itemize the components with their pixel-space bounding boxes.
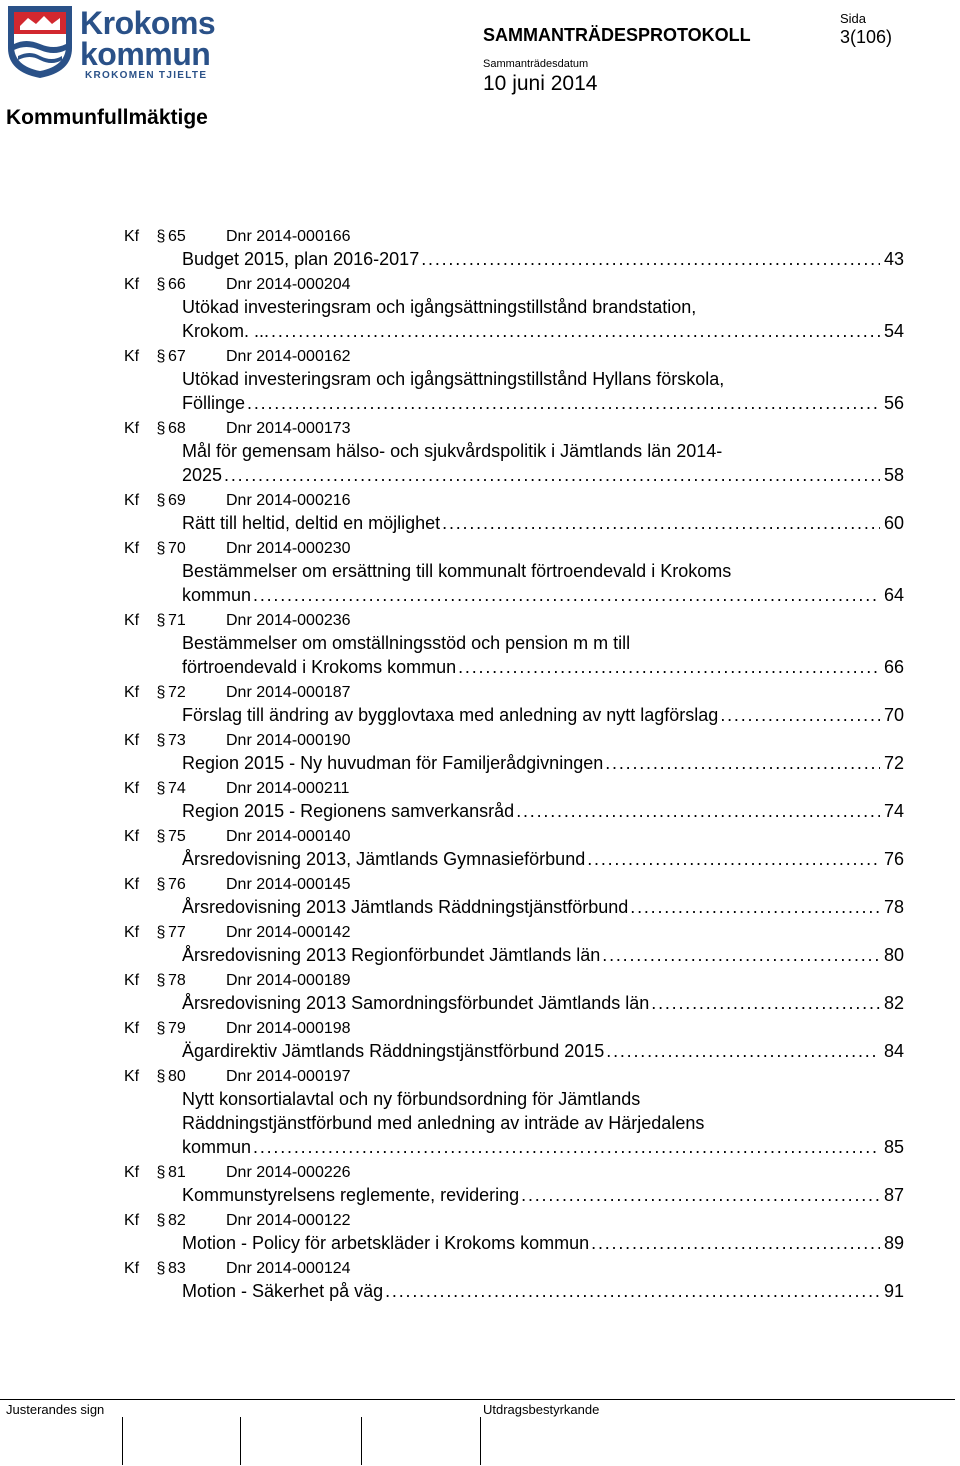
diary-number: Dnr 2014-000189: [226, 972, 351, 989]
title-last-line: [182, 895, 904, 919]
title-text: förtroendevald i Krokoms kommun: [182, 657, 457, 677]
page-ref: 89: [883, 1233, 904, 1253]
kf-label: Kf: [124, 876, 140, 893]
toc-entry-title: [182, 1183, 904, 1207]
toc-entry-reference: [124, 611, 904, 631]
section-number: 83: [168, 1260, 186, 1277]
title-line: Utökad investeringsram och igångsättningstillstånd brandstation,: [182, 297, 697, 317]
toc-entry[interactable]: [124, 779, 904, 823]
title-last-line: [182, 751, 904, 775]
signature-footer: [0, 1399, 960, 1466]
title-text: Budget 2015, plan 2016-2017: [182, 249, 420, 269]
diary-number: Dnr 2014-000230: [226, 540, 351, 557]
title-last-line: [182, 943, 904, 967]
diary-number: Dnr 2014-000190: [226, 732, 351, 749]
section-sign: §: [156, 492, 166, 509]
section-number: 75: [168, 828, 186, 845]
page-ref: 76: [883, 849, 904, 869]
kf-label: Kf: [124, 972, 140, 989]
title-last-line: [182, 655, 904, 679]
section-sign: §: [156, 1260, 166, 1277]
section-number: 72: [168, 684, 186, 701]
section-sign: §: [156, 1164, 166, 1181]
kf-label: Kf: [124, 276, 140, 293]
title-last-line: [182, 583, 904, 607]
council-name: Kommunfullmäktige: [6, 106, 208, 129]
title-text: kommun: [182, 585, 252, 605]
initials-label: Justerandes sign: [6, 1402, 105, 1417]
title-text: Årsredovisning 2013 Regionförbundet Jämtlands län: [182, 945, 601, 965]
kf-label: Kf: [124, 348, 140, 365]
section-number: 77: [168, 924, 186, 941]
page-ref: 60: [883, 513, 904, 533]
toc-entry-reference: [124, 923, 904, 943]
title-line: Bestämmelser om omställningsstöd och pension m m till: [182, 633, 631, 653]
kf-label: Kf: [124, 780, 140, 797]
title-text: Förslag till ändring av bygglovtaxa med anledning av nytt lagförslag: [182, 705, 719, 725]
meeting-date-label: Sammanträdesdatum: [483, 58, 589, 70]
diary-number: Dnr 2014-000140: [226, 828, 351, 845]
section-sign: §: [156, 228, 166, 245]
title-text: Kommunstyrelsens reglemente, revidering: [182, 1185, 520, 1205]
title-last-line: [182, 319, 904, 343]
page-ref: 82: [883, 993, 904, 1013]
toc-entry-reference: [124, 491, 904, 511]
page-ref: 87: [883, 1185, 904, 1205]
toc-entry-reference: [124, 227, 904, 247]
diary-number: Dnr 2014-000236: [226, 612, 351, 629]
section-number: 82: [168, 1212, 186, 1229]
toc-entry[interactable]: [124, 347, 904, 415]
section-sign: §: [156, 780, 166, 797]
section-number: 76: [168, 876, 186, 893]
dot-leader: [720, 703, 880, 727]
title-text: Region 2015 - Ny huvudman för Familjerådgivningen: [182, 753, 604, 773]
diary-number: Dnr 2014-000142: [226, 924, 351, 941]
page-ref: 78: [883, 897, 904, 917]
page-ref: 72: [883, 753, 904, 773]
toc-entry-reference: [124, 971, 904, 991]
kf-label: Kf: [124, 828, 140, 845]
kf-label: Kf: [124, 684, 140, 701]
toc-entry-reference: [124, 539, 904, 559]
toc-entry[interactable]: [124, 227, 904, 271]
page-ref: 85: [883, 1137, 904, 1157]
title-text: Årsredovisning 2013, Jämtlands Gymnasieförbund: [182, 849, 586, 869]
document-type: SAMMANTRÄDESPROTOKOLL: [483, 25, 751, 45]
diary-number: Dnr 2014-000122: [226, 1212, 351, 1229]
section-sign: §: [156, 348, 166, 365]
toc-entry-title: [182, 247, 904, 271]
toc-entry-reference: [124, 1211, 904, 1231]
toc-entry-title: [182, 991, 904, 1015]
section-sign: §: [156, 1068, 166, 1085]
title-line: Räddningstjänstförbund med anledning av inträde av Härjedalens: [182, 1113, 705, 1133]
kf-label: Kf: [124, 732, 140, 749]
diary-number: Dnr 2014-000162: [226, 348, 351, 365]
dot-leader: [591, 1231, 880, 1255]
toc-entry-reference: [124, 1067, 904, 1087]
diary-number: Dnr 2014-000204: [226, 276, 351, 293]
title-text: Föllinge: [182, 393, 246, 413]
section-sign: §: [156, 612, 166, 629]
kf-label: Kf: [124, 492, 140, 509]
dot-leader: [421, 247, 880, 271]
toc-entry[interactable]: [124, 539, 904, 607]
toc-entry[interactable]: [124, 731, 904, 775]
logo-subtitle: KROKOMEN TJIELTE: [85, 70, 208, 81]
toc-entry-reference: [124, 275, 904, 295]
section-sign: §: [156, 972, 166, 989]
section-number: 69: [168, 492, 186, 509]
certification-label: Utdragsbestyrkande: [483, 1402, 600, 1417]
title-text: 2025: [182, 465, 223, 485]
logo-name-line1: Krokoms: [80, 5, 216, 41]
toc-entry[interactable]: [124, 875, 904, 919]
page-ref: 58: [883, 465, 904, 485]
toc-entry-title: [182, 751, 904, 775]
dot-leader: [521, 1183, 880, 1207]
toc-entry-reference: [124, 1163, 904, 1183]
page-ref: 80: [883, 945, 904, 965]
diary-number: Dnr 2014-000145: [226, 876, 351, 893]
dot-leader: [458, 655, 880, 679]
toc-entry[interactable]: [124, 923, 904, 967]
kf-label: Kf: [124, 420, 140, 437]
toc-entry-title: [182, 559, 904, 607]
diary-number: Dnr 2014-000198: [226, 1020, 351, 1037]
toc-entry[interactable]: [124, 419, 904, 487]
section-sign: §: [156, 876, 166, 893]
dot-leader: [385, 1279, 880, 1303]
title-last-line: [182, 463, 904, 487]
dot-leader: [630, 895, 880, 919]
dot-leader: [651, 991, 880, 1015]
section-sign: §: [156, 540, 166, 557]
toc-entry-reference: [124, 419, 904, 439]
dot-leader: [253, 583, 880, 607]
title-line: Mål för gemensam hälso- och sjukvårdspolitik i Jämtlands län 2014-: [182, 441, 723, 461]
kf-label: Kf: [124, 1068, 140, 1085]
title-last-line: [182, 1231, 904, 1255]
krokoms-logo: [6, 4, 216, 80]
title-last-line: [182, 799, 904, 823]
toc-entry[interactable]: [124, 1259, 904, 1303]
toc-entry-title: [182, 439, 904, 487]
toc-entry-title: [182, 1039, 904, 1063]
title-last-line: [182, 1279, 904, 1303]
toc-entry-reference: [124, 1259, 904, 1279]
title-line: Nytt konsortialavtal och ny förbundsordning för Jämtlands: [182, 1089, 641, 1109]
toc-entry-reference: [124, 779, 904, 799]
footer-divider: [0, 1399, 955, 1400]
meeting-date: 10 juni 2014: [483, 72, 598, 95]
toc-entry-title: [182, 799, 904, 823]
page-ref: 70: [883, 705, 904, 725]
logo-name-line2: kommun: [80, 36, 211, 72]
coat-of-arms-icon: [6, 4, 74, 80]
toc-entry[interactable]: [124, 971, 904, 1015]
diary-number: Dnr 2014-000173: [226, 420, 351, 437]
toc-entry[interactable]: [124, 1163, 904, 1207]
diary-number: Dnr 2014-000226: [226, 1164, 351, 1181]
section-sign: §: [156, 1212, 166, 1229]
section-sign: §: [156, 420, 166, 437]
section-number: 73: [168, 732, 186, 749]
toc-entry-title: [182, 1279, 904, 1303]
page-ref: 64: [883, 585, 904, 605]
toc-entry-title: [182, 631, 904, 679]
toc-entry-title: [182, 943, 904, 967]
section-sign: §: [156, 924, 166, 941]
title-text: Årsredovisning 2013 Jämtlands Räddningstjänstförbund: [182, 897, 629, 917]
kf-label: Kf: [124, 1212, 140, 1229]
kf-label: Kf: [124, 228, 140, 245]
toc-entry[interactable]: [124, 275, 904, 343]
title-text: Motion - Säkerhet på väg: [182, 1281, 384, 1301]
toc-entry-title: [182, 847, 904, 871]
toc-entry[interactable]: [124, 1211, 904, 1255]
dot-leader: [587, 847, 880, 871]
dot-leader: [271, 319, 880, 343]
page-number: 3(106): [840, 27, 893, 47]
kf-label: Kf: [124, 924, 140, 941]
diary-number: Dnr 2014-000216: [226, 492, 351, 509]
page-ref: 54: [883, 321, 904, 341]
page-label: Sida: [840, 11, 867, 26]
title-text: Region 2015 - Regionens samverkansråd: [182, 801, 515, 821]
table-of-contents: [124, 227, 904, 1307]
toc-entry-title: [182, 1231, 904, 1255]
dot-leader: [224, 463, 880, 487]
toc-entry-title: [182, 895, 904, 919]
signature-box-divider: [480, 1417, 481, 1465]
title-last-line: [182, 703, 904, 727]
dot-leader: [516, 799, 880, 823]
dot-leader: [247, 391, 880, 415]
toc-entry[interactable]: [124, 827, 904, 871]
title-text: Rätt till heltid, deltid en möjlighet: [182, 513, 441, 533]
toc-entry[interactable]: [124, 1067, 904, 1159]
kf-label: Kf: [124, 1260, 140, 1277]
section-sign: §: [156, 828, 166, 845]
dot-leader: [442, 511, 880, 535]
kf-label: Kf: [124, 540, 140, 557]
section-number: 70: [168, 540, 186, 557]
toc-entry[interactable]: [124, 1019, 904, 1063]
page-ref: 74: [883, 801, 904, 821]
section-number: 66: [168, 276, 186, 293]
title-text: Ägardirektiv Jämtlands Räddningstjänstförbund 2015: [182, 1041, 605, 1061]
toc-entry-title: [182, 295, 904, 343]
page-ref: 56: [883, 393, 904, 413]
title-last-line: [182, 1039, 904, 1063]
kf-label: Kf: [124, 612, 140, 629]
title-text: kommun: [182, 1137, 252, 1157]
toc-entry[interactable]: [124, 491, 904, 535]
title-text: Motion - Policy för arbetskläder i Krokoms kommun: [182, 1233, 590, 1253]
section-sign: §: [156, 1020, 166, 1037]
section-number: 68: [168, 420, 186, 437]
title-text: Årsredovisning 2013 Samordningsförbundet Jämtlands län: [182, 993, 650, 1013]
section-number: 80: [168, 1068, 186, 1085]
title-text: Krokom. ...: [182, 321, 270, 341]
title-line: Utökad investeringsram och igångsättningstillstånd Hyllans förskola,: [182, 369, 725, 389]
title-last-line: [182, 247, 904, 271]
signature-box-divider: [361, 1417, 362, 1465]
section-number: 79: [168, 1020, 186, 1037]
section-number: 74: [168, 780, 186, 797]
title-last-line: [182, 391, 904, 415]
toc-entry-reference: [124, 1019, 904, 1039]
section-number: 81: [168, 1164, 186, 1181]
diary-number: Dnr 2014-000124: [226, 1260, 351, 1277]
section-number: 78: [168, 972, 186, 989]
page-ref: 66: [883, 657, 904, 677]
diary-number: Dnr 2014-000166: [226, 228, 351, 245]
title-last-line: [182, 847, 904, 871]
toc-entry-reference: [124, 683, 904, 703]
toc-entry-reference: [124, 347, 904, 367]
page-ref: 43: [883, 249, 904, 269]
title-last-line: [182, 1135, 904, 1159]
title-last-line: [182, 511, 904, 535]
diary-number: Dnr 2014-000187: [226, 684, 351, 701]
dot-leader: [605, 751, 880, 775]
dot-leader: [253, 1135, 880, 1159]
section-number: 67: [168, 348, 186, 365]
title-last-line: [182, 1183, 904, 1207]
page-ref: 84: [883, 1041, 904, 1061]
toc-entry[interactable]: [124, 611, 904, 679]
diary-number: Dnr 2014-000211: [226, 780, 350, 797]
section-sign: §: [156, 684, 166, 701]
signature-box-divider: [240, 1417, 241, 1465]
toc-entry-reference: [124, 731, 904, 751]
title-line: Bestämmelser om ersättning till kommunalt förtroendevald i Krokoms: [182, 561, 732, 581]
kf-label: Kf: [124, 1164, 140, 1181]
section-sign: §: [156, 276, 166, 293]
page-ref: 91: [883, 1281, 904, 1301]
dot-leader: [602, 943, 880, 967]
toc-entry-title: [182, 1087, 904, 1159]
section-number: 71: [168, 612, 186, 629]
section-number: 65: [168, 228, 186, 245]
section-sign: §: [156, 732, 166, 749]
kf-label: Kf: [124, 1020, 140, 1037]
toc-entry-title: [182, 367, 904, 415]
diary-number: Dnr 2014-000197: [226, 1068, 351, 1085]
toc-entry[interactable]: [124, 683, 904, 727]
signature-box-divider: [122, 1417, 123, 1465]
toc-entry-reference: [124, 875, 904, 895]
title-last-line: [182, 991, 904, 1015]
dot-leader: [606, 1039, 880, 1063]
toc-entry-title: [182, 703, 904, 727]
toc-entry-reference: [124, 827, 904, 847]
toc-entry-title: [182, 511, 904, 535]
